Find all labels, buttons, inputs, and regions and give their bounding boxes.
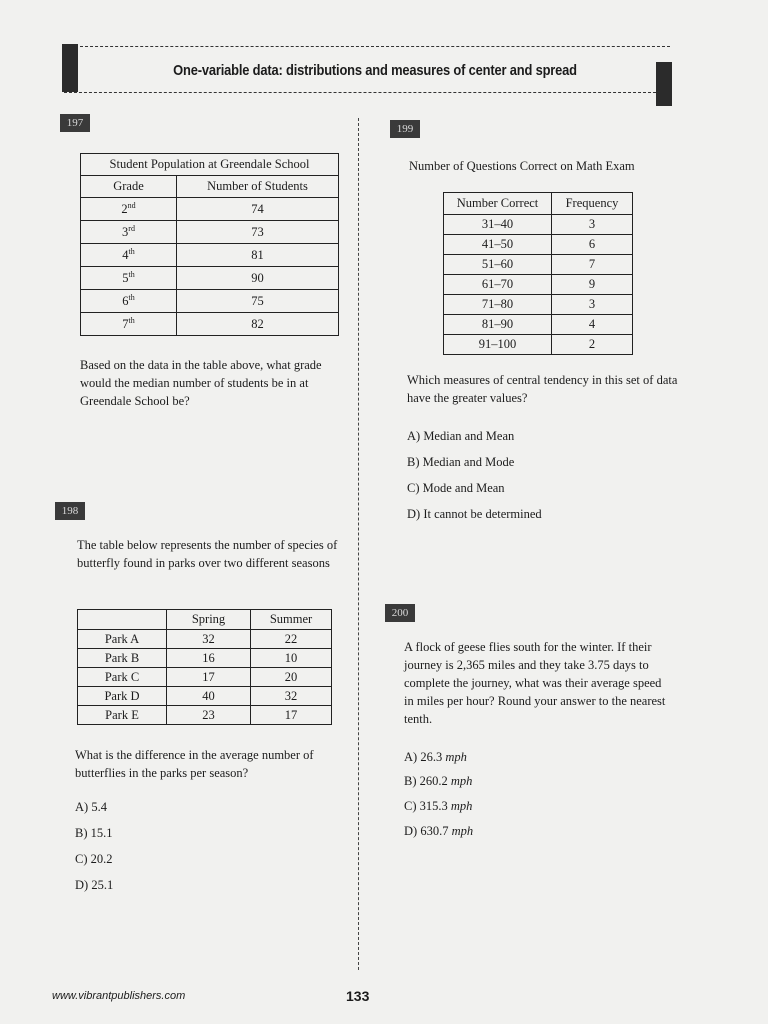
table-row: 61–70 9 xyxy=(444,275,633,295)
header-dash-bottom xyxy=(64,92,656,93)
option-b[interactable]: B) Median and Mode xyxy=(407,455,515,469)
option-c[interactable]: C) 315.3 mph xyxy=(404,799,473,813)
table-row: 4th 81 xyxy=(81,244,339,267)
table-row: 3rd 73 xyxy=(81,221,339,244)
math-exam-table: Number Correct Frequency 31–40 3 41–50 6 51–60 7 61–70 9 71–80 3 81–90 4 91–100 2 xyxy=(443,192,633,355)
col-count: Number of Students xyxy=(177,176,339,198)
question-199-text: Which measures of central tendency in this set of data have the greater values? xyxy=(407,373,678,405)
option-d[interactable]: D) 25.1 xyxy=(75,878,114,892)
question-200-badge: 200 xyxy=(385,604,415,622)
table-row: 81–90 4 xyxy=(444,315,633,335)
table-row: 7th 82 xyxy=(81,313,339,336)
page-number: 133 xyxy=(346,988,370,1004)
option-b[interactable]: B) 260.2 mph xyxy=(404,774,473,788)
table-row: 5th 90 xyxy=(81,267,339,290)
option-d[interactable]: D) 630.7 mph xyxy=(404,824,474,838)
option-d[interactable]: D) It cannot be determined xyxy=(407,507,542,521)
question-198-intro: The table below represents the number of species of butterfly found in parks over two different seasons xyxy=(77,538,338,570)
option-c[interactable]: C) 20.2 xyxy=(75,852,113,866)
option-a[interactable]: A) Median and Mean xyxy=(407,429,515,443)
question-197-badge: 197 xyxy=(60,114,90,132)
table-row: 51–60 7 xyxy=(444,255,633,275)
table-row: Park C 17 20 xyxy=(78,668,332,687)
header-left-block xyxy=(62,44,78,92)
table-row: 91–100 2 xyxy=(444,335,633,355)
table-row: 2nd 74 xyxy=(81,198,339,221)
table-row: 6th 75 xyxy=(81,290,339,313)
table-row: Park A 32 22 xyxy=(78,630,332,649)
table-row: Park B 16 10 xyxy=(78,649,332,668)
publisher-url[interactable]: www.vibrantpublishers.com xyxy=(52,990,186,1002)
header-dash-top xyxy=(80,46,670,47)
option-a[interactable]: A) 26.3 mph xyxy=(404,750,467,764)
question-199-caption: Number of Questions Correct on Math Exam xyxy=(409,159,635,173)
table-row: Park E 23 17 xyxy=(78,706,332,725)
option-a[interactable]: A) 5.4 xyxy=(75,800,107,814)
column-divider xyxy=(358,118,359,970)
table-row: Park D 40 32 xyxy=(78,687,332,706)
option-c[interactable]: C) Mode and Mean xyxy=(407,481,505,495)
table-title: Student Population at Greendale School xyxy=(81,154,339,176)
question-199-badge: 199 xyxy=(390,120,420,138)
header-right-block xyxy=(656,62,672,106)
question-200-text: A flock of geese flies south for the winter. If their journey is 2,365 miles and they take 3.75 days to complete the journey, what was their average speed in miles per hour? Round your answer to the nearest tenth. xyxy=(404,640,666,726)
butterfly-table: Spring Summer Park A 32 22 Park B 16 10 Park C 17 20 Park D 40 32 Park E 23 17 xyxy=(77,609,332,725)
question-198-badge: 198 xyxy=(55,502,85,520)
col-grade: Grade xyxy=(81,176,177,198)
table-row: 71–80 3 xyxy=(444,295,633,315)
question-197-text: Based on the data in the table above, what grade would the median number of students be in at Greendale School be? xyxy=(80,358,322,408)
option-b[interactable]: B) 15.1 xyxy=(75,826,113,840)
greendale-table xyxy=(80,153,339,336)
table-row: 41–50 6 xyxy=(444,235,633,255)
section-title: One-variable data: distributions and measures of center and spread xyxy=(173,62,577,79)
question-198-text: What is the difference in the average number of butterflies in the parks per season? xyxy=(75,748,314,780)
table-row: 31–40 3 xyxy=(444,215,633,235)
